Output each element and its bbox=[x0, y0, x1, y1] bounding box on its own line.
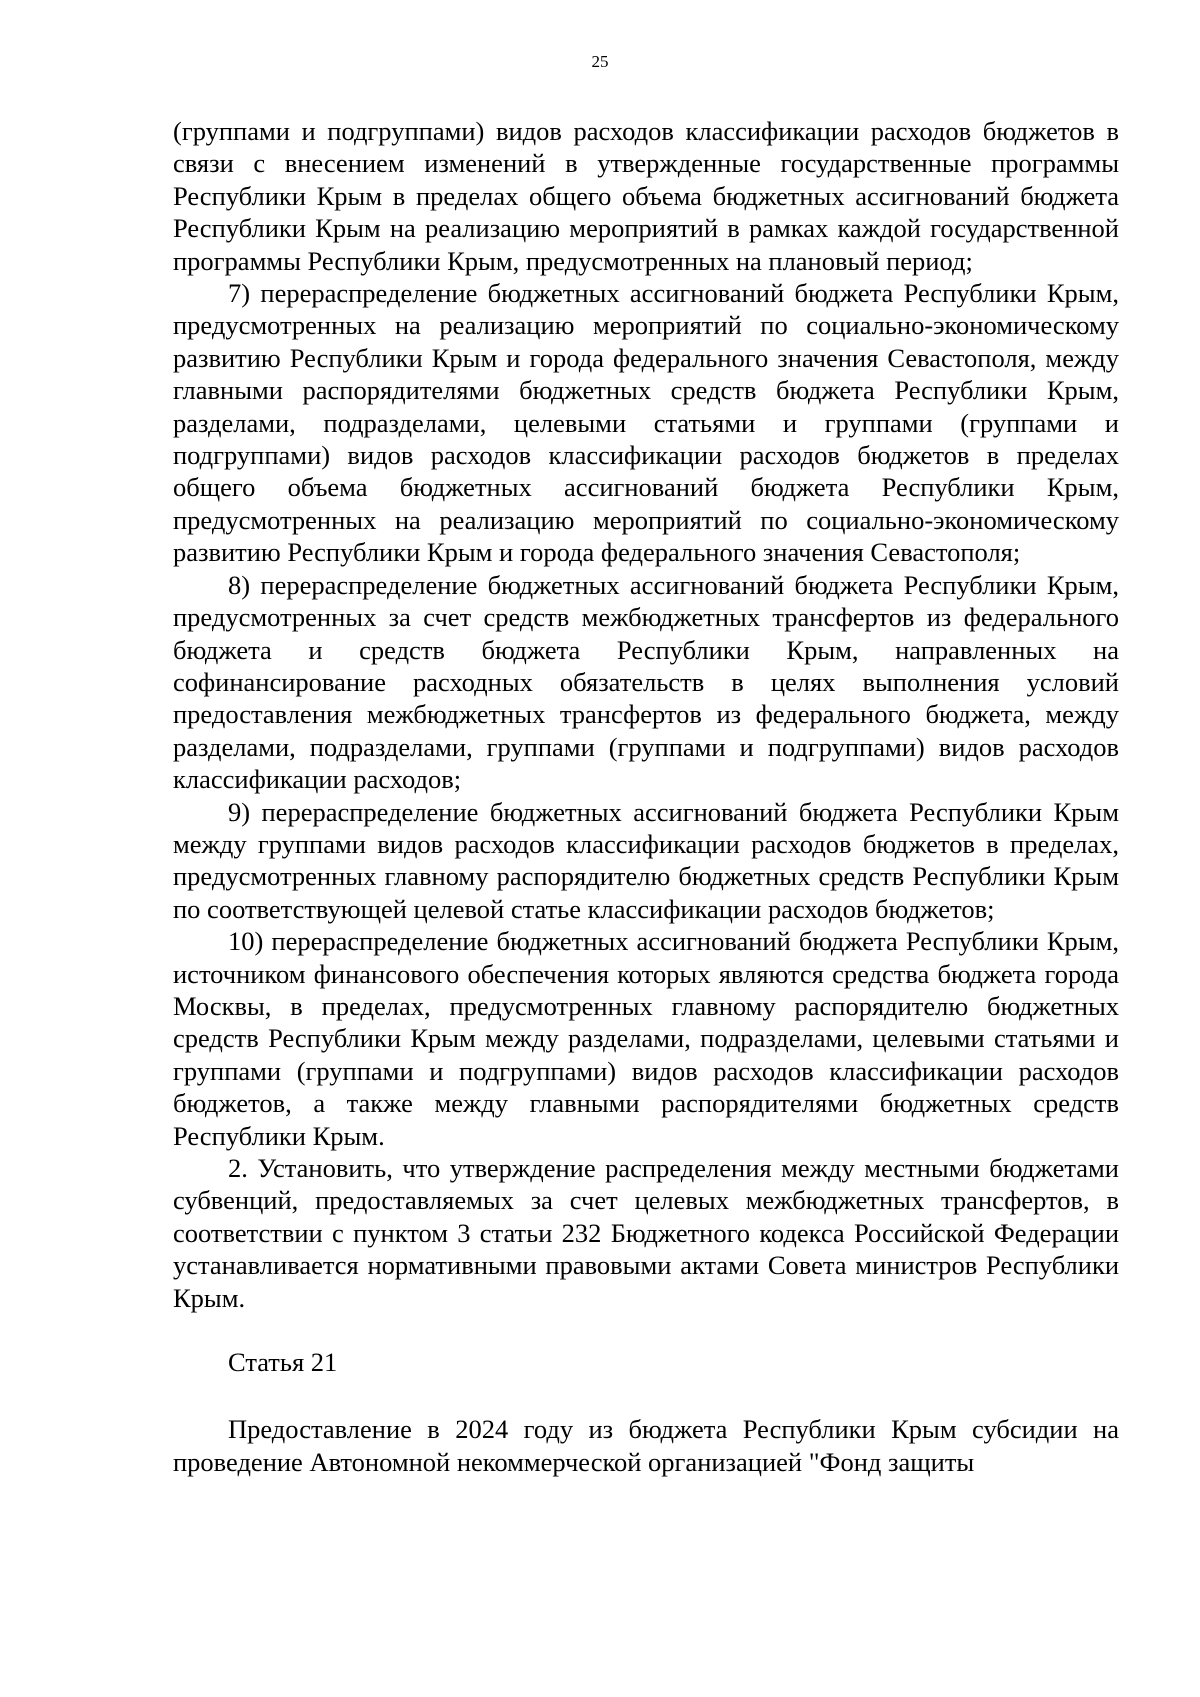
paragraph-item-8: 8) перераспределение бюджетных ассигнований бюджета Республики Крым, предусмотренных за счет средств межбюджетных трансфертов из федерального бюджета и средств бюджета Республики Крым, направленных на софинансирование расходных обязательств в целях выполнения условий предоставления межбюджетных трансфертов из федерального бюджета, между разделами, подразделами, группами (группами и подгруппами) видов расходов классификации расходов; bbox=[173, 569, 1119, 795]
paragraph-clause-2: 2. Установить, что утверждение распределения между местными бюджетами субвенций, предоставляемых за счет целевых межбюджетных трансфертов, в соответствии с пунктом 3 статьи 232 Бюджетного кодекса Российской Федерации устанавливается нормативными правовыми актами Совета министров Республики Крым. bbox=[173, 1153, 1119, 1313]
article-heading: Статья 21 bbox=[228, 1347, 338, 1378]
paragraph-continuation: (группами и подгруппами) видов расходов классификации расходов бюджетов в связи с внесением изменений в утвержденные государственные программы Республики Крым в пределах общего объема бюджетных ассигнований бюджета Республики Крым на реализацию мероприятий в рамках каждой государственной программы Республики Крым, предусмотренных на плановый период; bbox=[173, 116, 1119, 276]
paragraph-item-9: 9) перераспределение бюджетных ассигнований бюджета Республики Крым между группами видов расходов классификации расходов бюджетов в пределах, предусмотренных главному распорядителю бюджетных средств Республики Крым по соответствующей целевой статье классификации расходов бюджетов; bbox=[173, 796, 1119, 924]
article-title: Предоставление в 2024 году из бюджета Республики Крым субсидии на проведение Автономной некоммерческой организацией "Фонд защиты bbox=[173, 1414, 1119, 1477]
paragraph-item-7: 7) перераспределение бюджетных ассигнований бюджета Республики Крым, предусмотренных на реализацию мероприятий по социально-экономическому развитию Республики Крым и города федерального значения Севастополя, между главными распорядителями бюджетных средств бюджета Республики Крым, разделами, подразделами, целевыми статьями и группами (группами и подгруппами) видов расходов классификации расходов бюджетов в пределах общего объема бюджетных ассигнований бюджета Республики Крым, предусмотренных на реализацию мероприятий по социально-экономическому развитию Республики Крым и города федерального значения Севастополя; bbox=[173, 278, 1119, 568]
page-number: 25 bbox=[591, 52, 609, 71]
document-body bbox=[173, 115, 1119, 1478]
paragraph-item-10: 10) перераспределение бюджетных ассигнований бюджета Республики Крым, источником финансового обеспечения которых являются средства бюджета города Москвы, в пределах, предусмотренных главному распорядителю бюджетных средств Республики Крым между разделами, подразделами, целевыми статьями и группами (группами и подгруппами) видов расходов классификации расходов бюджетов, а также между главными распорядителями бюджетных средств Республики Крым. bbox=[173, 926, 1119, 1151]
